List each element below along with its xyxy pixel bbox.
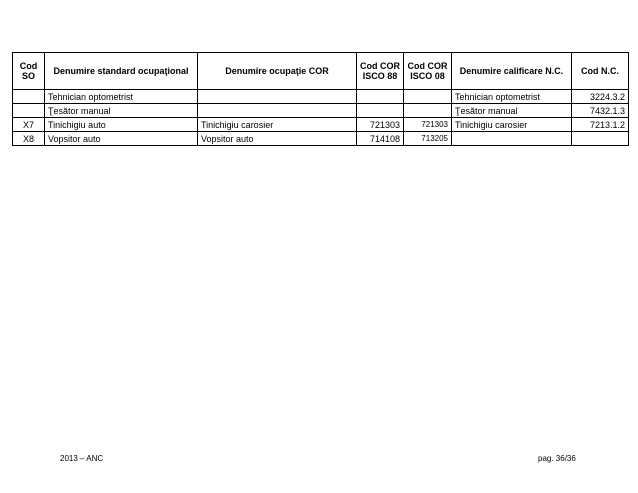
table-row — [13, 118, 629, 132]
header-cod-cor-08: Cod COR ISCO 08 — [404, 53, 452, 90]
header-denumire-calificare: Denumire calificare N.C. — [452, 53, 572, 90]
cell-cod-so: X7 — [13, 118, 45, 132]
cell-cod-cor-08 — [404, 104, 452, 118]
header-cod-nc: Cod N.C. — [572, 53, 629, 90]
cell-cod-nc: 7213.1.2 — [572, 118, 629, 132]
cell-cod-so — [13, 104, 45, 118]
footer-left: 2013 – ANC — [60, 454, 104, 463]
cell-denumire-cor — [198, 104, 357, 118]
cell-cod-nc: 3224.3.2 — [572, 90, 629, 104]
cell-cod-cor-88 — [357, 104, 404, 118]
cell-denumire-calificare: Tinichigiu carosier — [452, 118, 572, 132]
table-row — [13, 104, 629, 118]
cell-cod-cor-08: 713205 — [404, 132, 452, 146]
cell-denumire-standard: Tinichigiu auto — [45, 118, 198, 132]
cell-cod-cor-88: 714108 — [357, 132, 404, 146]
header-cod-cor-88: Cod COR ISCO 88 — [357, 53, 404, 90]
cell-denumire-cor: Vopsitor auto — [198, 132, 357, 146]
cell-cod-nc: 7432.1.3 — [572, 104, 629, 118]
occupations-table — [12, 52, 629, 146]
cell-cod-cor-08 — [404, 90, 452, 104]
cell-denumire-calificare: Ţesător manual — [452, 104, 572, 118]
cell-cod-nc — [572, 132, 629, 146]
cell-denumire-calificare — [452, 132, 572, 146]
header-denumire-standard: Denumire standard ocupaţional — [45, 53, 198, 90]
cell-cod-cor-88 — [357, 90, 404, 104]
cell-cod-cor-88: 721303 — [357, 118, 404, 132]
table-header-row — [13, 53, 629, 90]
cell-cod-so: X8 — [13, 132, 45, 146]
cell-cod-so — [13, 90, 45, 104]
table-row — [13, 90, 629, 104]
cell-cod-cor-08: 721303 — [404, 118, 452, 132]
header-cod-so: Cod SO — [13, 53, 45, 90]
cell-denumire-cor — [198, 90, 357, 104]
cell-denumire-standard: Tehnician optometrist — [45, 90, 198, 104]
table-row — [13, 132, 629, 146]
page-number: pag. 36/36 — [538, 454, 576, 463]
header-denumire-cor: Denumire ocupaţie COR — [198, 53, 357, 90]
cell-denumire-standard: Ţesător manual — [45, 104, 198, 118]
cell-denumire-calificare: Tehnician optometrist — [452, 90, 572, 104]
cell-denumire-standard: Vopsitor auto — [45, 132, 198, 146]
cell-denumire-cor: Tinichigiu carosier — [198, 118, 357, 132]
